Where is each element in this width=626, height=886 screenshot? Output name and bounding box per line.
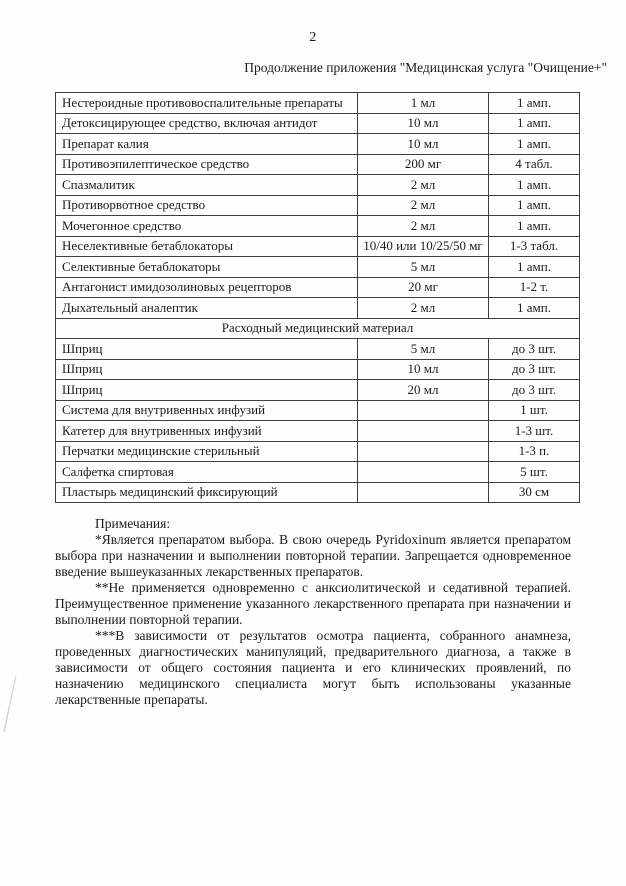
table-row — [56, 216, 580, 237]
table-row — [56, 400, 580, 421]
item-dose-cell: 2 мл — [358, 298, 489, 319]
item-qty-cell: 1 амп. — [489, 134, 580, 155]
item-name-cell: Система для внутривенных инфузий — [56, 400, 358, 421]
item-name-cell: Селективные бетаблокаторы — [56, 257, 358, 278]
item-dose-cell — [358, 400, 489, 421]
pencil-mark-artifact — [0, 648, 30, 748]
item-dose-cell: 10/40 или 10/25/50 мг — [358, 236, 489, 257]
table-row — [56, 113, 580, 134]
item-qty-cell: 1 шт. — [489, 400, 580, 421]
medications-supplies-table — [55, 92, 580, 503]
table-section-row — [56, 318, 580, 339]
item-dose-cell — [358, 482, 489, 503]
item-dose-cell: 10 мл — [358, 113, 489, 134]
item-qty-cell: 1 амп. — [489, 216, 580, 237]
table-row — [56, 421, 580, 442]
item-name-cell: Детоксицирующее средство, включая антидот — [56, 113, 358, 134]
item-dose-cell: 1 мл — [358, 93, 489, 114]
table-row — [56, 175, 580, 196]
item-qty-cell: 1 амп. — [489, 298, 580, 319]
item-dose-cell: 10 мл — [358, 359, 489, 380]
item-qty-cell: 30 см — [489, 482, 580, 503]
table-row — [56, 380, 580, 401]
item-dose-cell: 5 мл — [358, 257, 489, 278]
item-name-cell: Пластырь медицинский фиксирующий — [56, 482, 358, 503]
item-name-cell: Шприц — [56, 380, 358, 401]
item-qty-cell: 1 амп. — [489, 195, 580, 216]
item-name-cell: Антагонист имидозолиновых рецепторов — [56, 277, 358, 298]
table-row — [56, 154, 580, 175]
item-qty-cell: 5 шт. — [489, 462, 580, 483]
item-dose-cell: 5 мл — [358, 339, 489, 360]
table-row — [56, 134, 580, 155]
item-name-cell: Шприц — [56, 339, 358, 360]
item-dose-cell — [358, 421, 489, 442]
item-qty-cell: 1 амп. — [489, 257, 580, 278]
item-qty-cell: 1 амп. — [489, 93, 580, 114]
item-name-cell: Шприц — [56, 359, 358, 380]
item-qty-cell: 1-2 т. — [489, 277, 580, 298]
item-qty-cell: до 3 шт. — [489, 359, 580, 380]
table-row — [56, 339, 580, 360]
notes-section — [55, 516, 571, 708]
note-paragraph-3: ***В зависимости от результатов осмотра пациента, собранного анамнеза, проведенных диагностических манипуляций, предварительного диагноза, а также в зависимости от общего состояния пациента и его клинических проявлений, по назначению медицинского специалиста могут быть использованы указанные лекарственные препараты. — [55, 628, 571, 707]
item-qty-cell: 1-3 шт. — [489, 421, 580, 442]
item-name-cell: Салфетка спиртовая — [56, 462, 358, 483]
item-dose-cell: 2 мл — [358, 195, 489, 216]
appendix-continuation-header: Продолжение приложения "Медицинская услуга "Очищение+" — [244, 60, 607, 75]
item-name-cell: Мочегонное средство — [56, 216, 358, 237]
table-row — [56, 195, 580, 216]
item-name-cell: Неселективные бетаблокаторы — [56, 236, 358, 257]
item-name-cell: Перчатки медицинские стерильный — [56, 441, 358, 462]
item-dose-cell: 2 мл — [358, 216, 489, 237]
table-row — [56, 277, 580, 298]
item-name-cell: Противоэпилептическое средство — [56, 154, 358, 175]
note-paragraph-1: *Является препаратом выбора. В свою очередь Pyridoxinum является препаратом выбора при назначении и выполнении повторной терапии. Запрещается одновременное введение вышеуказанных лекарственных препаратов. — [55, 532, 571, 579]
item-qty-cell: до 3 шт. — [489, 339, 580, 360]
item-name-cell: Спазмалитик — [56, 175, 358, 196]
item-qty-cell: до 3 шт. — [489, 380, 580, 401]
item-qty-cell: 1-3 табл. — [489, 236, 580, 257]
item-dose-cell: 200 мг — [358, 154, 489, 175]
notes-title: Примечания: — [95, 516, 171, 531]
item-dose-cell: 20 мл — [358, 380, 489, 401]
section-header-cell: Расходный медицинский материал — [56, 318, 580, 339]
item-qty-cell: 4 табл. — [489, 154, 580, 175]
item-name-cell: Дыхательный аналептик — [56, 298, 358, 319]
item-name-cell: Препарат калия — [56, 134, 358, 155]
item-dose-cell — [358, 462, 489, 483]
table-row — [56, 257, 580, 278]
item-dose-cell: 20 мг — [358, 277, 489, 298]
table-row — [56, 441, 580, 462]
table-row — [56, 359, 580, 380]
item-qty-cell: 1 амп. — [489, 175, 580, 196]
item-name-cell: Катетер для внутривенных инфузий — [56, 421, 358, 442]
item-name-cell: Противорвотное средство — [56, 195, 358, 216]
item-dose-cell: 2 мл — [358, 175, 489, 196]
note-paragraph-2: **Не применяется одновременно с анксиолитической и седативной терапией. Преимущественное применение указанного лекарственного препарата при назначении и выполнении повторной терапии. — [55, 580, 571, 627]
item-qty-cell: 1-3 п. — [489, 441, 580, 462]
table-row — [56, 298, 580, 319]
item-dose-cell: 10 мл — [358, 134, 489, 155]
item-name-cell: Нестероидные противовоспалительные препараты — [56, 93, 358, 114]
table-row — [56, 462, 580, 483]
table-row — [56, 93, 580, 114]
table-row — [56, 482, 580, 503]
item-dose-cell — [358, 441, 489, 462]
page-number: 2 — [309, 30, 317, 45]
table-row — [56, 236, 580, 257]
item-qty-cell: 1 амп. — [489, 113, 580, 134]
